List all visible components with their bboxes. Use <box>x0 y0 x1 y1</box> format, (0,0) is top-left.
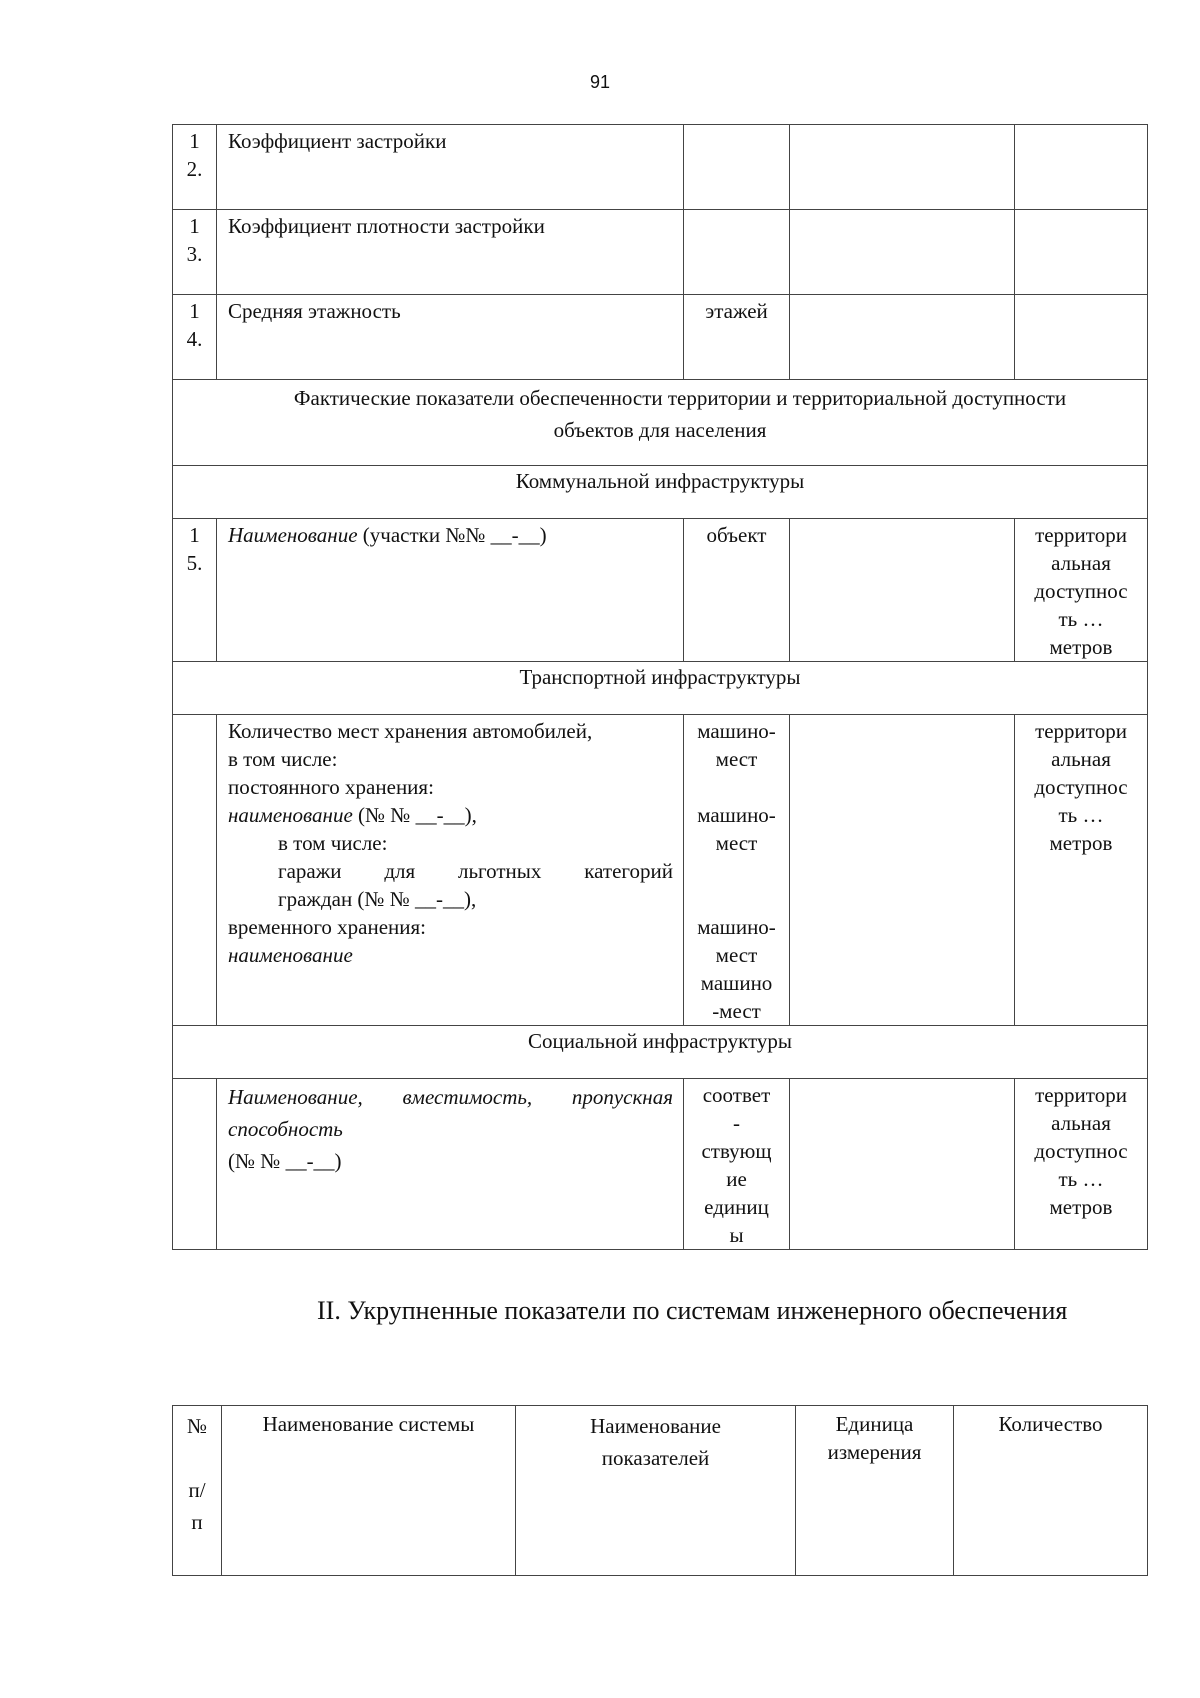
subsection-row <box>173 662 1148 715</box>
subsection-row <box>173 1026 1148 1079</box>
indicator-value <box>790 519 1015 662</box>
row-number <box>173 715 217 1026</box>
section-heading: Фактические показатели обеспеченности территории и территориальной доступности объектов для населения <box>173 380 1148 466</box>
indicator-name: Коэффициент застройки <box>217 125 684 210</box>
header-number: № п/ п <box>173 1406 222 1576</box>
table-row <box>173 715 1148 1026</box>
row-number: 1 3. <box>173 210 217 295</box>
section-2-title: II. Укрупненные показатели по системам инженерного обеспечения <box>317 1296 1068 1325</box>
indicator-unit: машино- мест машино- мест машино- мест машино -мест <box>684 715 790 1026</box>
table-row <box>173 125 1148 210</box>
indicators-table <box>172 124 1148 1250</box>
row-number <box>173 1079 217 1250</box>
row-number: 1 5. <box>173 519 217 662</box>
subsection-social: Социальной инфраструктуры <box>173 1026 1148 1079</box>
header-quantity: Количество <box>954 1406 1148 1576</box>
indicator-note: территори альная доступнос ть … метров <box>1015 715 1148 1026</box>
row-number: 1 2. <box>173 125 217 210</box>
page-number: 91 <box>589 72 611 92</box>
subsection-row <box>173 466 1148 519</box>
indicator-unit: соответ - ствующ ие единиц ы <box>684 1079 790 1250</box>
indicator-name: Количество мест хранения автомобилей, в том числе: постоянного хранения: наименование (№ № __-__), в том числе: гаражи для льготных категорий граждан (№ № __-__), временного хранения: наименование <box>217 715 684 1026</box>
table-row <box>173 210 1148 295</box>
header-system-name: Наименование системы <box>222 1406 516 1576</box>
table-row <box>173 295 1148 380</box>
indicator-value <box>790 295 1015 380</box>
indicator-name: Средняя этажность <box>217 295 684 380</box>
header-unit: Единица измерения <box>796 1406 954 1576</box>
indicator-name: Коэффициент плотности застройки <box>217 210 684 295</box>
table-row <box>173 519 1148 662</box>
header-indicators: Наименование показателей <box>516 1406 796 1576</box>
subsection-transport: Транспортной инфраструктуры <box>173 662 1148 715</box>
indicator-unit: этажей <box>684 295 790 380</box>
table-row <box>173 1079 1148 1250</box>
indicator-value <box>790 125 1015 210</box>
subsection-communal: Коммунальной инфраструктуры <box>173 466 1148 519</box>
indicator-name: Наименование (участки №№ __-__) <box>217 519 684 662</box>
section-heading-row <box>173 380 1148 466</box>
engineering-systems-table <box>172 1405 1148 1576</box>
indicator-unit: объект <box>684 519 790 662</box>
row-number: 1 4. <box>173 295 217 380</box>
indicator-note <box>1015 295 1148 380</box>
indicator-name: Наименование, вместимость, пропускная способность (№ № __-__) <box>217 1079 684 1250</box>
table-header-row <box>173 1406 1148 1576</box>
indicator-unit <box>684 125 790 210</box>
indicator-note: территори альная доступнос ть … метров <box>1015 1079 1148 1250</box>
indicator-unit <box>684 210 790 295</box>
indicator-note: территори альная доступнос ть … метров <box>1015 519 1148 662</box>
indicator-note <box>1015 210 1148 295</box>
indicator-value <box>790 715 1015 1026</box>
indicator-value <box>790 210 1015 295</box>
indicator-note <box>1015 125 1148 210</box>
indicator-value <box>790 1079 1015 1250</box>
